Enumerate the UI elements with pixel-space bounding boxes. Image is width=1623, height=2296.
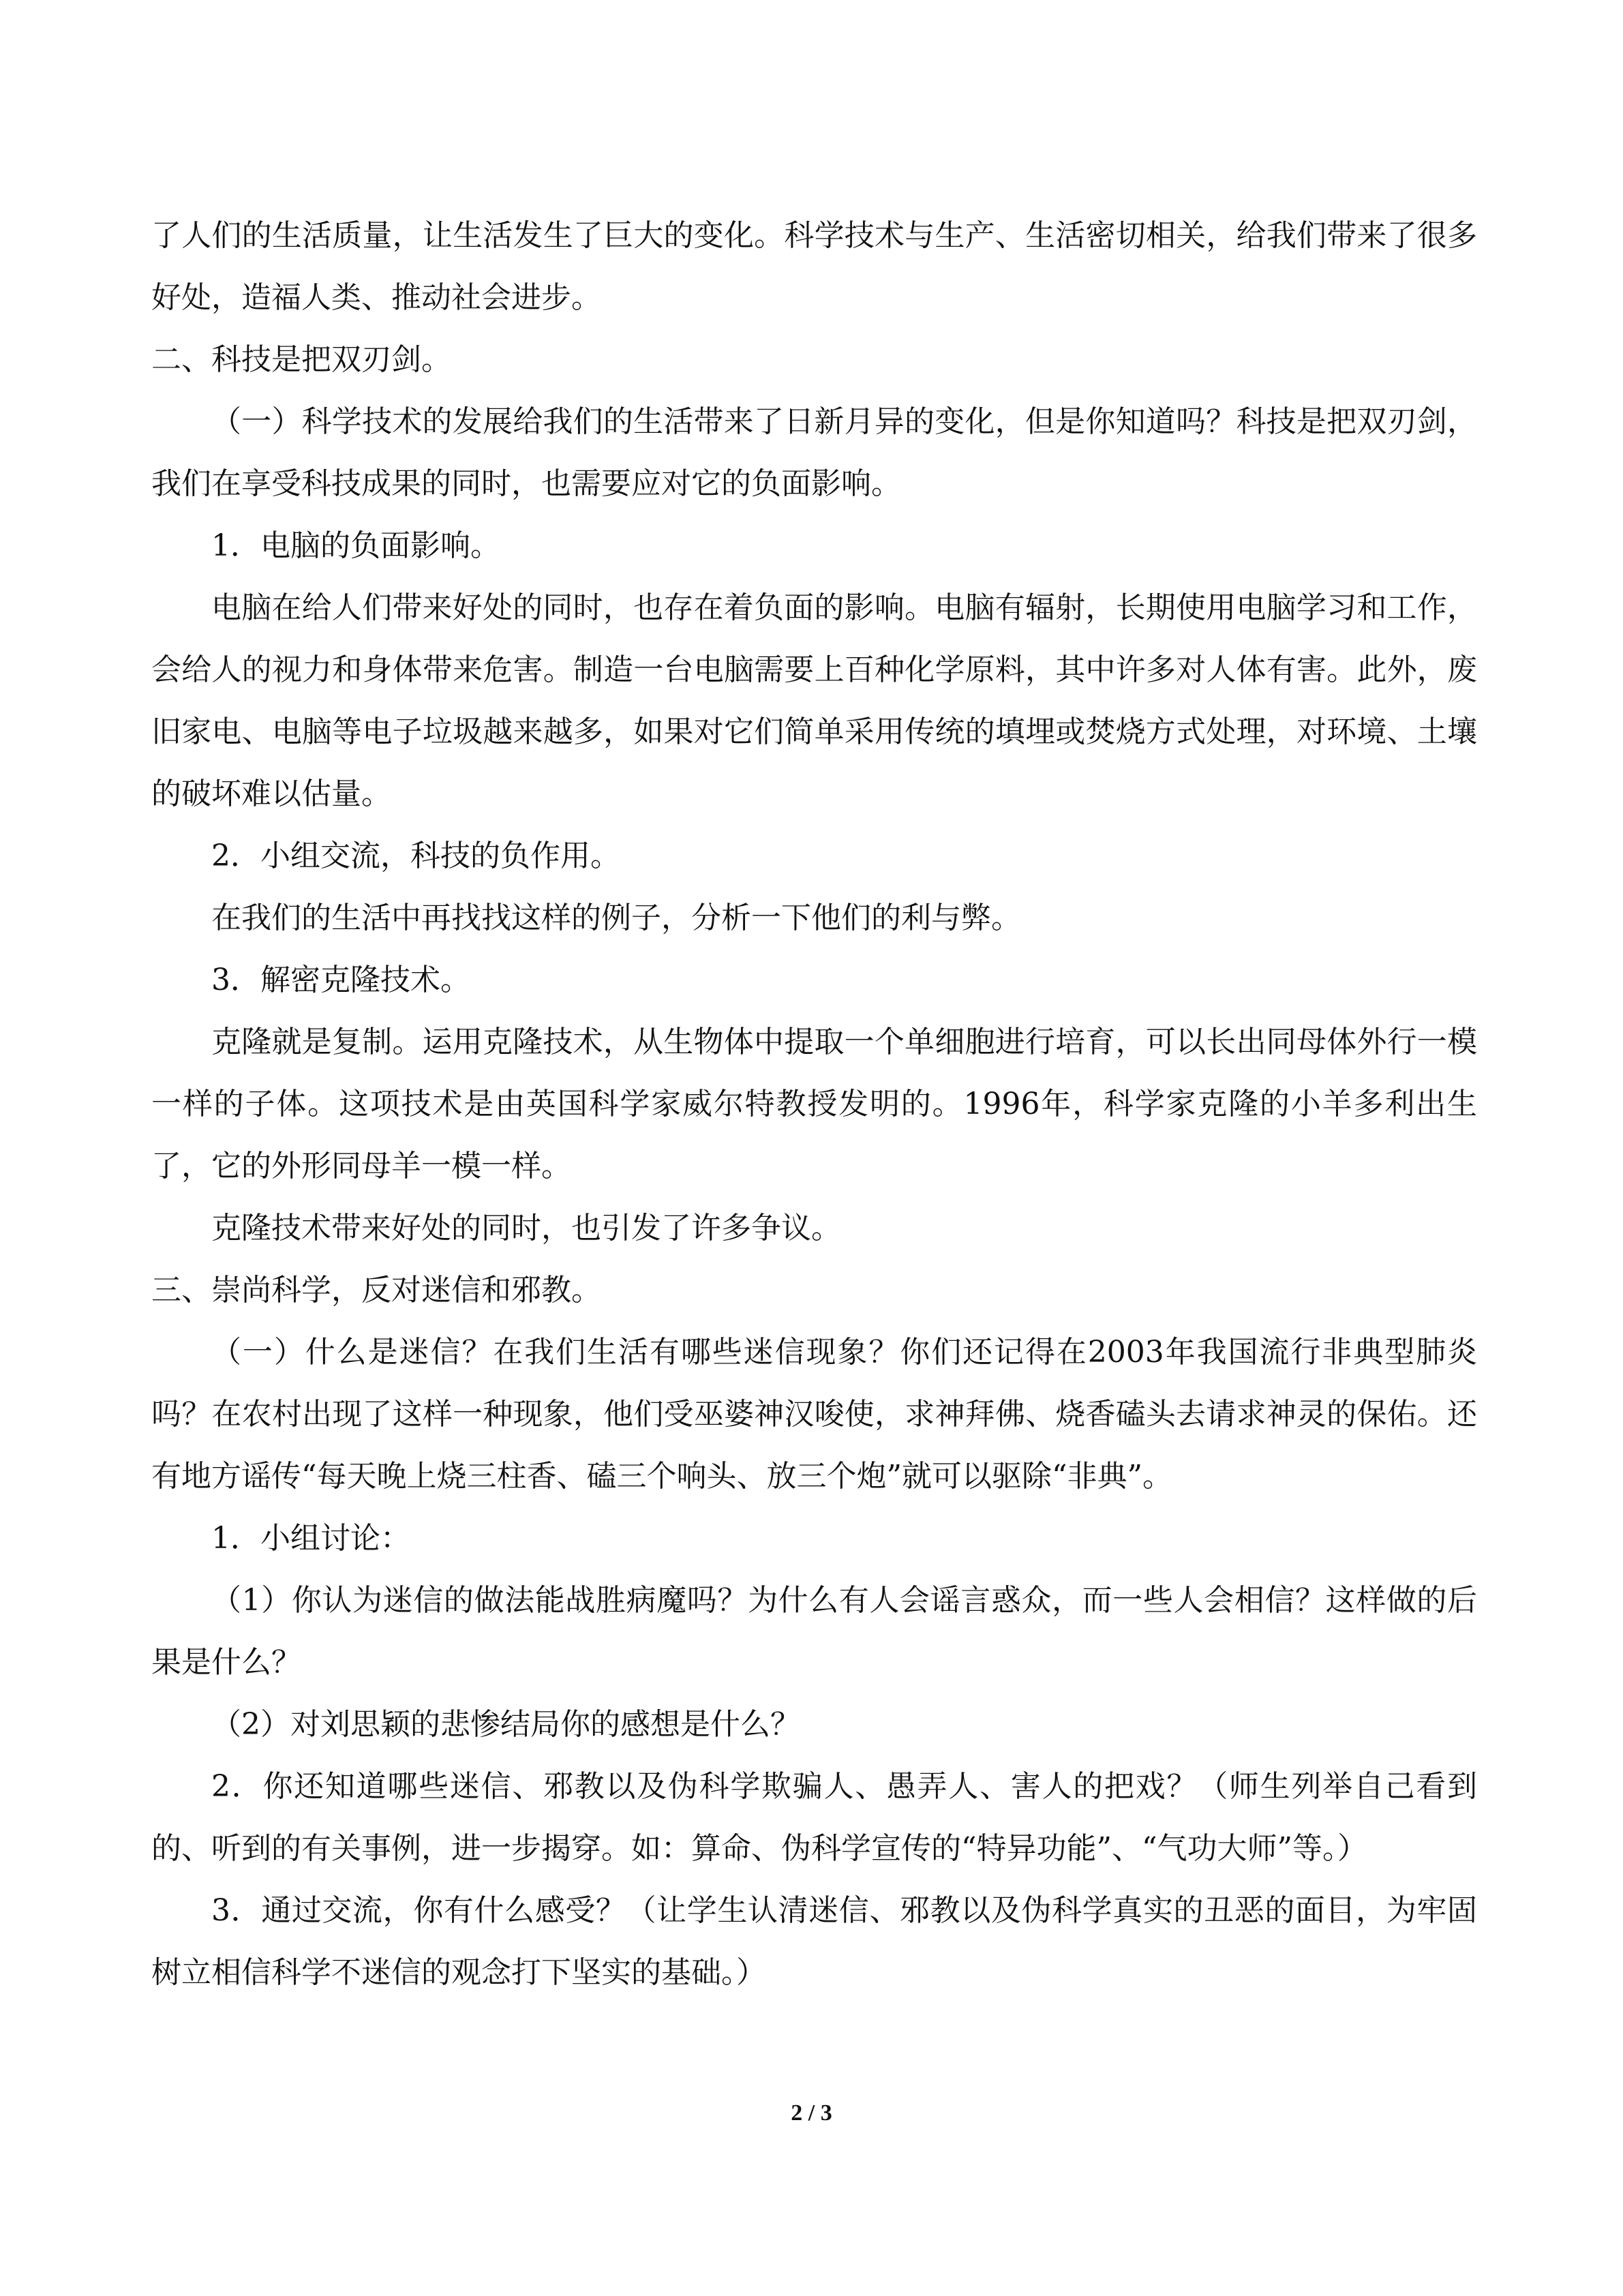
- document-body: [151, 205, 1477, 2004]
- subsection-heading: 3．解密克隆技术。: [211, 963, 470, 997]
- paragraph: （一）什么是迷信？在我们生活有哪些迷信现象？你们还记得在2003年我国流行非典型肺炎吗？在农村出现了这样一种现象，他们受巫婆神汉唆使，求神拜佛、烧香磕头去请求神灵的保佑。还有地方谣传“每天晚上烧三柱香、磕三个响头、放三个炮”就可以驱除“非典”。: [151, 1335, 1477, 1494]
- paragraph: 电脑在给人们带来好处的同时，也存在着负面的影响。电脑有辐射，长期使用电脑学习和工作，会给人的视力和身体带来危害。制造一台电脑需要上百种化学原料，其中许多对人体有害。此外，废旧家电、电脑等电子垃圾越来越多，如果对它们简单采用传统的填埋或焚烧方式处理，对环境、土壤的破坏难以估量。: [151, 590, 1477, 811]
- paragraph: 克隆就是复制。运用克隆技术，从生物体中提取一个单细胞进行培育，可以长出同母体外行一模一样的子体。这项技术是由英国科学家威尔特教授发明的。1996年，科学家克隆的小羊多利出生了，它的外形同母羊一模一样。: [151, 1025, 1477, 1183]
- question-item: （2）对刘思颖的悲惨结局你的感想是什么？: [211, 1707, 800, 1742]
- paragraph: 2．你还知道哪些迷信、邪教以及伪科学欺骗人、愚弄人、害人的把戏？（师生列举自己看到的、听到的有关事例，进一步揭穿。如：算命、伪科学宣传的“特异功能”、“气功大师”等。）: [151, 1769, 1477, 1866]
- paragraph: 克隆技术带来好处的同时，也引发了许多争议。: [211, 1211, 841, 1245]
- subsection-heading: 1．小组讨论：: [211, 1521, 410, 1556]
- question-item: （1）你认为迷信的做法能战胜病魔吗？为什么有人会谣言惑众，而一些人会相信？这样做的后果是什么？: [151, 1583, 1477, 1680]
- section-heading: 三、崇尚科学，反对迷信和邪教。: [151, 1273, 601, 1308]
- subsection-heading: 2．小组交流，科技的负作用。: [211, 839, 620, 873]
- page-number: 2 / 3: [791, 2100, 832, 2126]
- subsection-heading: 1．电脑的负面影响。: [211, 528, 500, 563]
- paragraph: （一）科学技术的发展给我们的生活带来了日新月异的变化，但是你知道吗？科技是把双刃剑，我们在享受科技成果的同时，也需要应对它的负面影响。: [151, 404, 1477, 501]
- paragraph: 3．通过交流，你有什么感受？（让学生认清迷信、邪教以及伪科学真实的丑恶的面目，为牢固树立相信科学不迷信的观念打下坚实的基础。）: [151, 1893, 1477, 1990]
- paragraph: 了人们的生活质量，让生活发生了巨大的变化。科学技术与生产、生活密切相关，给我们带来了很多好处，造福人类、推动社会进步。: [151, 218, 1477, 315]
- paragraph: 在我们的生活中再找找这样的例子，分析一下他们的利与弊。: [211, 901, 1021, 935]
- section-heading: 二、科技是把双刃剑。: [151, 342, 451, 377]
